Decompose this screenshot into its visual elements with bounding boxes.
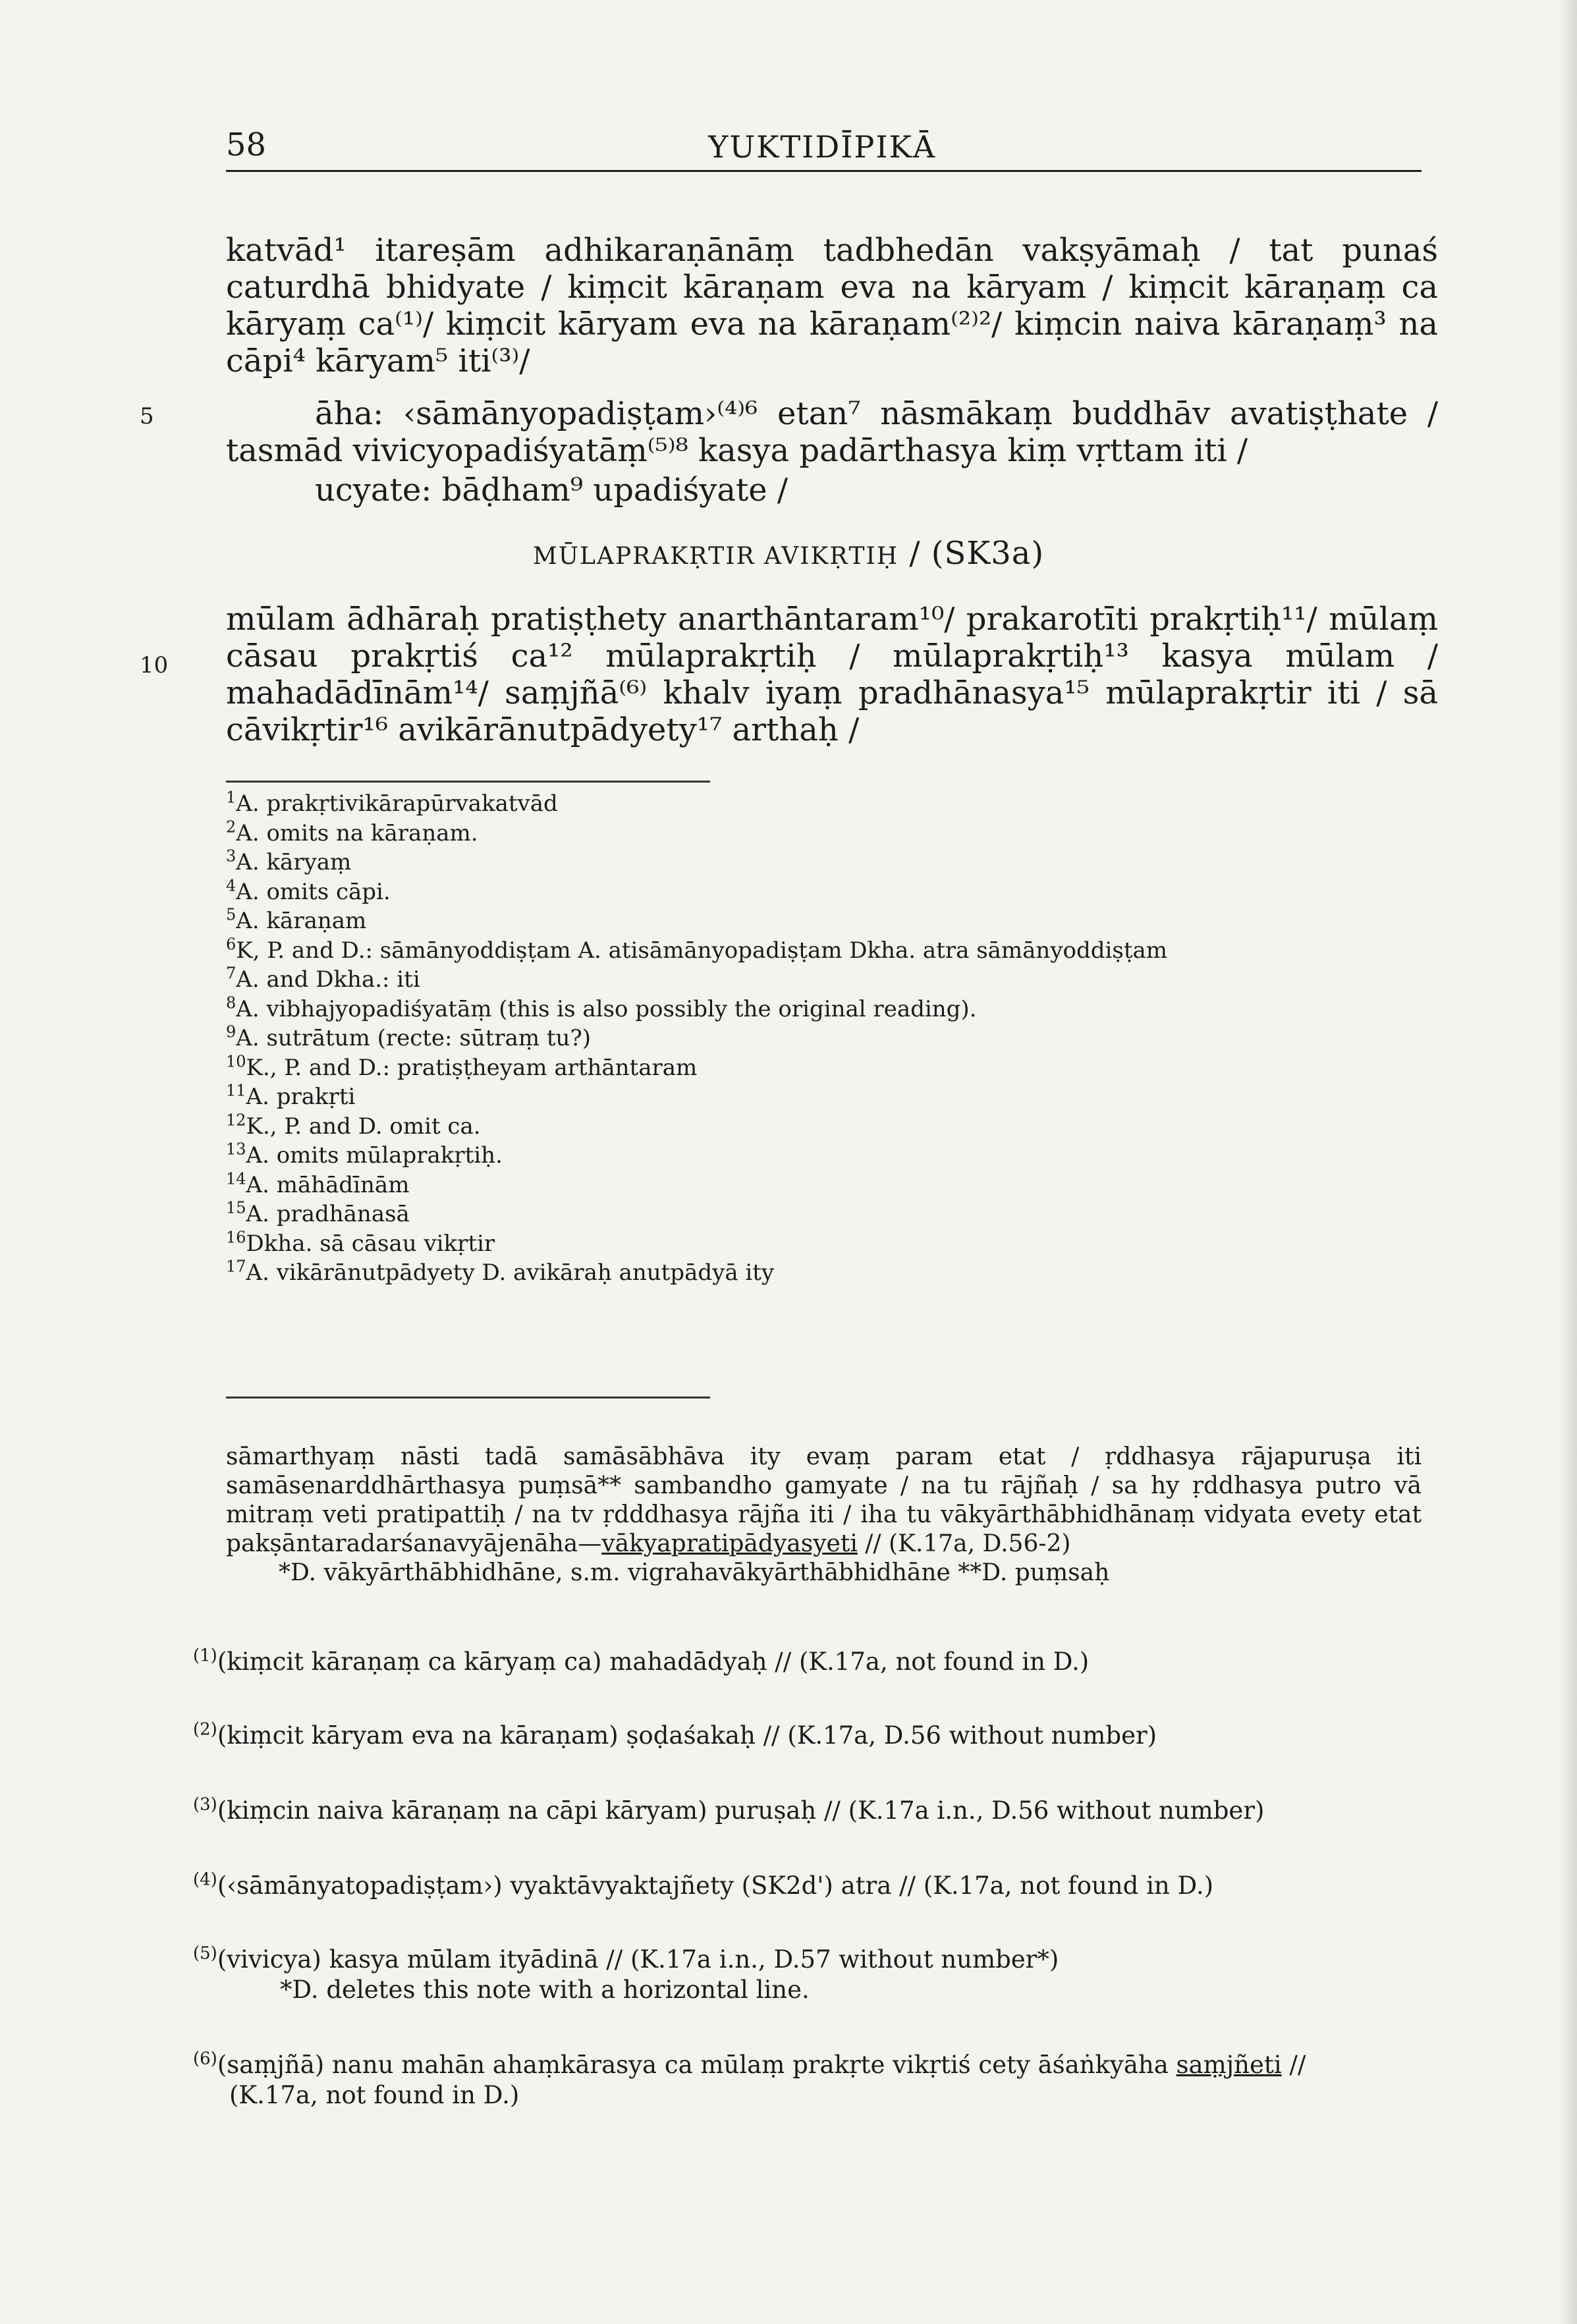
- footnote-text: Dkha. sā cāsau vikṛtir: [246, 1230, 495, 1257]
- note-5: [193, 1945, 1425, 2005]
- footnote-text: K., P. and D. omit ca.: [246, 1113, 481, 1140]
- footnote-text: A. omits cāpi.: [236, 878, 391, 905]
- line-number-5: 5: [140, 403, 154, 429]
- footnote-number: 7: [226, 964, 236, 983]
- footnote: [226, 1024, 1451, 1053]
- footnote-number: 3: [226, 846, 236, 866]
- commentary-text-before: sāmarthyaṃ nāsti tadā samāsābhāva ity evaṃ param etat / ṛddhasya rājapuruṣa iti samāsenarddhārthasya puṃsā** sambandho gamyate / na tu rājñaḥ / sa hy ṛddhasya putro vā mitraṃ veti pratipattiḥ / na tv ṛdddhasya rājña iti / iha tu vākyārthābhidhānaṃ vidyata evety etat pakṣāntaradarśanavyājenāha—: [226, 1443, 1422, 1557]
- footnote-number: 9: [226, 1022, 236, 1041]
- running-title: YUKTIDĪPIKĀ: [708, 129, 937, 165]
- footnote-number: 17: [226, 1257, 246, 1276]
- footnote: [226, 1141, 1451, 1171]
- paragraph-1: katvād¹ itareṣām adhikaraṇānāṃ tadbhedān vakṣyāmaḥ / tat punaś caturdhā bhidyate / kiṃcit kāraṇam eva na kāryam / kiṃcit kāraṇaṃ ca kāryaṃ ca⁽¹⁾/ kiṃcit kāryam eva na kāraṇam⁽²⁾²/ kiṃcin naiva kāraṇaṃ³ na cāpi⁴ kāryam⁵ iti⁽³⁾/: [226, 232, 1438, 379]
- footnote-text: A. pradhānasā: [246, 1201, 410, 1227]
- footnote-number: 10: [226, 1052, 246, 1071]
- note-number: (1): [193, 1646, 217, 1666]
- footnote-text: A. kāraṇam: [236, 908, 367, 934]
- note-number: (5): [193, 1943, 217, 1964]
- footnote-number: 1: [226, 788, 236, 807]
- footnote-text: A. kāryaṃ: [236, 849, 352, 875]
- footnote-number: 14: [226, 1169, 246, 1188]
- heading-rest: / (SK3a): [899, 535, 1045, 572]
- paragraph-3: ucyate: bāḍham⁹ upadiśyate /: [315, 472, 788, 509]
- footnote: [226, 789, 1451, 819]
- footnote-text: A. omits mūlaprakṛtiḥ.: [246, 1142, 503, 1169]
- note-4: [193, 1871, 1425, 1901]
- note-text: (‹sāmānyatopadiṣṭam›) vyaktāvyaktajñety (SK2d') atra // (K.17a, not found in D.): [217, 1871, 1214, 1900]
- footnote-number: 5: [226, 905, 236, 924]
- note-number: (2): [193, 1719, 217, 1740]
- note-text: (kiṃcit kāraṇaṃ ca kāryaṃ ca) mahadādyaḥ // (K.17a, not found in D.): [217, 1647, 1090, 1676]
- footnote: [226, 995, 1451, 1024]
- commentary-note: *D. vākyārthābhidhāne, s.m. vigrahavākyārthābhidhāne **D. puṃsaḥ: [279, 1559, 1110, 1586]
- note-text-before: (saṃjñā) nanu mahān ahaṃkārasya ca mūlaṃ prakṛte vikṛtiś cety āśaṅkyāha: [217, 2051, 1176, 2079]
- note-2: [193, 1721, 1425, 1751]
- footnote: [226, 936, 1451, 966]
- note-continuation: (K.17a, not found in D.): [229, 2081, 520, 2109]
- footnote-text: A. prakṛti: [246, 1084, 356, 1110]
- note-text-after: //: [1281, 2051, 1306, 2079]
- footnote-text: A. vikārānutpādyety D. avikāraḥ anutpādyā ity: [246, 1259, 775, 1286]
- footnote: [226, 1229, 1451, 1259]
- footnote-text: A. sutrātum (recte: sūtraṃ tu?): [236, 1025, 591, 1051]
- note-6: [193, 2050, 1425, 2111]
- paragraph-2: āha: ‹sāmānyopadiṣṭam›⁽⁴⁾⁶ etan⁷ nāsmākaṃ buddhāv avatiṣṭhate / tasmād vivicyopadiśyatāṃ⁽⁵⁾⁸ kasya padārthasya kiṃ vṛttam iti /: [226, 395, 1438, 469]
- footnote-number: 11: [226, 1081, 246, 1100]
- note-3: [193, 1796, 1425, 1826]
- note-number: (6): [193, 2049, 217, 2069]
- footnote: [226, 848, 1451, 877]
- footnote-number: 8: [226, 993, 236, 1012]
- footnote-number: 15: [226, 1198, 246, 1217]
- footnote-number: 6: [226, 935, 236, 954]
- note-underlined: saṃjñeti: [1176, 2051, 1282, 2079]
- note-number: (3): [193, 1794, 217, 1815]
- footnote: [226, 1200, 1451, 1229]
- paragraph-4: mūlam ādhāraḥ pratiṣṭhety anarthāntaram¹⁰/ prakarotīti prakṛtiḥ¹¹/ mūlaṃ cāsau prakṛtiś ca¹² mūlaprakṛtiḥ / mūlaprakṛtiḥ¹³ kasya mūlam / mahadādīnām¹⁴/ saṃjñā⁽⁶⁾ khalv iyaṃ pradhānasya¹⁵ mūlaprakṛtir iti / sā cāvikṛtir¹⁶ avikārānutpādyety¹⁷ arthaḥ /: [226, 601, 1438, 748]
- note-number: (4): [193, 1869, 217, 1890]
- footnote: [226, 1053, 1451, 1083]
- note-main: [193, 1945, 1425, 1975]
- note-1: [193, 1647, 1425, 1677]
- footnote-text: K, P. and D.: sāmānyoddiṣṭam A. atisāmānyopadiṣṭam Dkha. atra sāmānyoddiṣṭam: [236, 937, 1168, 964]
- line-number-10: 10: [140, 652, 169, 678]
- footnote-number: 13: [226, 1140, 246, 1159]
- footnote-text: A. and Dkha.: iti: [236, 966, 420, 993]
- commentary-text-after: // (K.17a, D.56-2): [857, 1530, 1071, 1557]
- footnote: [226, 1082, 1451, 1112]
- heading-smallcaps: MŪLAPRAKṚTIR AVIKṚTIḤ: [532, 543, 899, 570]
- footnote-rule: [226, 781, 710, 783]
- note-subline: *D. deletes this note with a horizontal line.: [280, 1976, 810, 2004]
- footnote: [226, 965, 1451, 995]
- footnote: [226, 1258, 1451, 1288]
- page-edge-shadow: [1559, 0, 1577, 2324]
- footnote-text: A. prakṛtivikārapūrvakatvād: [236, 790, 558, 817]
- footnote: [226, 819, 1451, 848]
- footnote-list: [226, 789, 1451, 1288]
- footnote-number: 12: [226, 1111, 246, 1130]
- footnote-text: A. omits na kāraṇam.: [236, 819, 478, 846]
- section-heading: [0, 535, 1577, 572]
- footnote-number: 2: [226, 817, 236, 837]
- commentary-rule: [226, 1397, 710, 1398]
- page-number: 58: [226, 126, 267, 163]
- commentary-underlined: vākyapratipādyasyeti: [601, 1530, 858, 1557]
- footnote: [226, 906, 1451, 936]
- commentary-text: [226, 1443, 1422, 1559]
- footnote-text: A. māhādīnām: [246, 1171, 410, 1198]
- footnote: [226, 1171, 1451, 1200]
- note-main: [193, 2050, 1425, 2080]
- note-text: (vivicya) kasya mūlam ityādinā // (K.17a i.n., D.57 without number*): [217, 1945, 1059, 1974]
- footnote-text: K., P. and D.: pratiṣṭheyam arthāntaram: [246, 1054, 698, 1081]
- note-text: (kiṃcit kāryam eva na kāraṇam) ṣoḍaśakaḥ // (K.17a, D.56 without number): [217, 1721, 1157, 1750]
- header-rule: [226, 170, 1422, 172]
- footnote-number: 4: [226, 876, 236, 895]
- footnote-number: 16: [226, 1228, 246, 1247]
- footnote: [226, 1112, 1451, 1142]
- commentary-block: [226, 1443, 1422, 1588]
- footnote-text: A. vibhajyopadiśyatāṃ (this is also possibly the original reading).: [236, 995, 977, 1022]
- note-text: (kiṃcin naiva kāraṇaṃ na cāpi kāryam) puruṣaḥ // (K.17a i.n., D.56 without number): [217, 1796, 1265, 1825]
- footnote: [226, 877, 1451, 907]
